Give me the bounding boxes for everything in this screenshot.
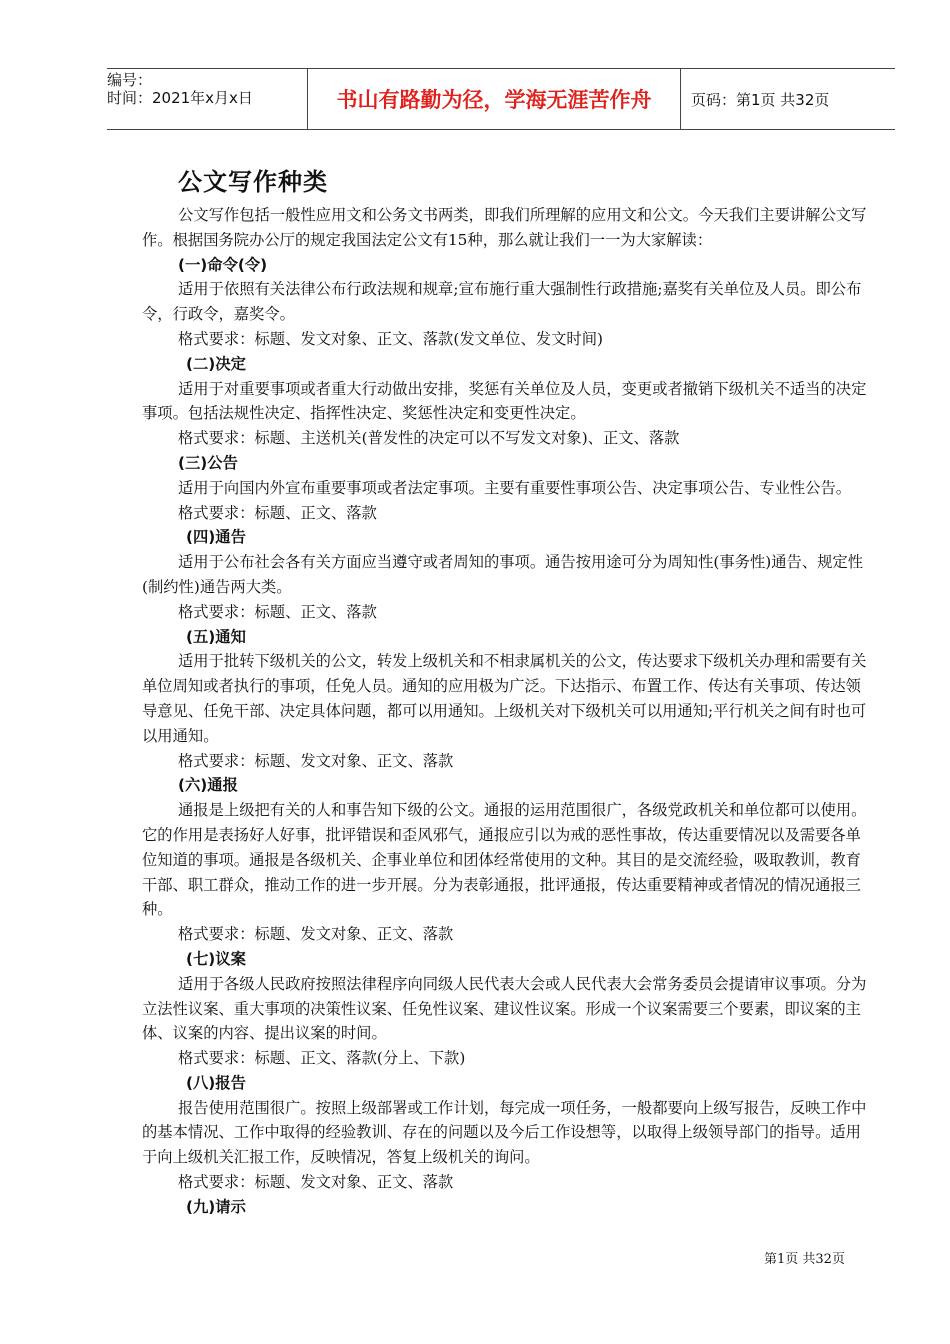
section-heading: (六)通报 [178, 776, 238, 795]
body-paragraph: 适用于向国内外宣布重要事项或者法定事项。主要有重要性事项公告、决定事项公告、专业性公告。 [178, 478, 852, 497]
header-motto: 书山有路勤为径，学海无涯苦作舟 [308, 69, 681, 129]
body-paragraph: 适用于依照有关法律公布行政法规和规章;宣布施行重大强制性行政措施;嘉奖有关单位及人员。即公布令，行政令，嘉奖令。 [142, 280, 862, 324]
body-paragraph: 通报是上级把有关的人和事告知下级的公文。通报的运用范围很广，各级党政机关和单位都可以使用。它的作用是表扬好人好事，批评错误和歪风邪气，通报应引以为戒的恶性事故，传达重要情况以及需要各单位知道的事项。通报是各级机关、企事业单位和团体经常使用的文种。其目的是交流经验，吸取教训，教育干部、职工群众，推动工作的进一步开展。分为表彰通报，批评通报，传达重要精神或者情况的情况通报三种。 [142, 801, 867, 919]
body-paragraph: 格式要求：标题、主送机关(普发性的决定可以不写发文对象)、正文、落款 [178, 429, 680, 448]
header-page-info: 页码：第1页 共32页 [691, 90, 830, 109]
page-footer: 第1页 共32页 [764, 1252, 845, 1267]
document-title: 公文写作种类 [178, 168, 328, 196]
section-heading: (一)命令(令) [178, 255, 268, 274]
body-paragraph: 适用于公布社会各有关方面应当遵守或者周知的事项。通告按用途可分为周知性(事务性)通告、规定性(制约性)通告两大类。 [142, 553, 864, 596]
body-paragraph: 报告使用范围很广。按照上级部署或工作计划，每完成一项任务，一般都要向上级写报告，反映工作中的基本情况、工作中取得的经验教训、存在的问题以及今后工作设想等，以取得上级领导部门的指导。适用于向上级机关汇报工作，反映情况，答复上级机关的询问。 [142, 1098, 867, 1167]
section-heading: (八)报告 [186, 1073, 246, 1092]
body-paragraph: 格式要求：标题、发文对象、正文、落款(发文单位、发文时间) [178, 329, 603, 348]
body-paragraph: 公文写作包括一般性应用文和公务文书两类，即我们所理解的应用文和公文。今天我们主要讲解公文写作。根据国务院办公厅的规定我国法定公文有15种，那么就让我们一一为大家解读： [142, 206, 867, 249]
body-paragraph: 格式要求：标题、正文、落款(分上、下款) [178, 1049, 466, 1068]
section-heading: (五)通知 [186, 627, 246, 646]
body-paragraph: 格式要求：标题、发文对象、正文、落款 [178, 1173, 454, 1192]
section-heading: (二)决定 [186, 354, 246, 373]
section-heading: (三)公告 [178, 453, 238, 472]
body-paragraph: 格式要求：标题、发文对象、正文、落款 [178, 925, 454, 944]
section-heading: (九)请示 [186, 1197, 246, 1216]
body-paragraph: 适用于各级人民政府按照法律程序向同级人民代表大会或人民代表大会常务委员会提请审议事项。分为立法性议案、重大事项的决策性议案、任免性议案、建议性议案。形成一个议案需要三个要素，即议案的主体、议案的内容、提出议案的时间。 [142, 974, 867, 1043]
body-paragraph: 格式要求：标题、正文、落款 [178, 503, 377, 522]
section-heading: (四)通告 [186, 528, 246, 547]
header-meta [107, 69, 308, 129]
body-paragraph: 格式要求：标题、正文、落款 [178, 602, 377, 621]
page-header [107, 68, 895, 130]
body-paragraph: 适用于批转下级机关的公文，转发上级机关和不相隶属机关的公文，传达要求下级机关办理和需要有关单位周知或者执行的事项，任免人员。通知的应用极为广泛。下达指示、布置工作、传达有关事项、传达领导意见、任免干部、决定具体问题，都可以用通知。上级机关对下级机关可以用通知;平行机关之间有时也可以用通知。 [142, 652, 867, 745]
number-label: 编号： [107, 71, 153, 89]
body-paragraph: 适用于对重要事项或者重大行动做出安排，奖惩有关单位及人员，变更或者撤销下级机关不适当的决定事项。包括法规性决定、指挥性决定、奖惩性决定和变更性决定。 [142, 379, 867, 423]
body-paragraph: 格式要求：标题、发文对象、正文、落款 [178, 751, 454, 770]
document-body [142, 203, 872, 1220]
section-heading: (七)议案 [186, 949, 246, 968]
time-label: 时间：2021年x月x日 [107, 89, 253, 107]
